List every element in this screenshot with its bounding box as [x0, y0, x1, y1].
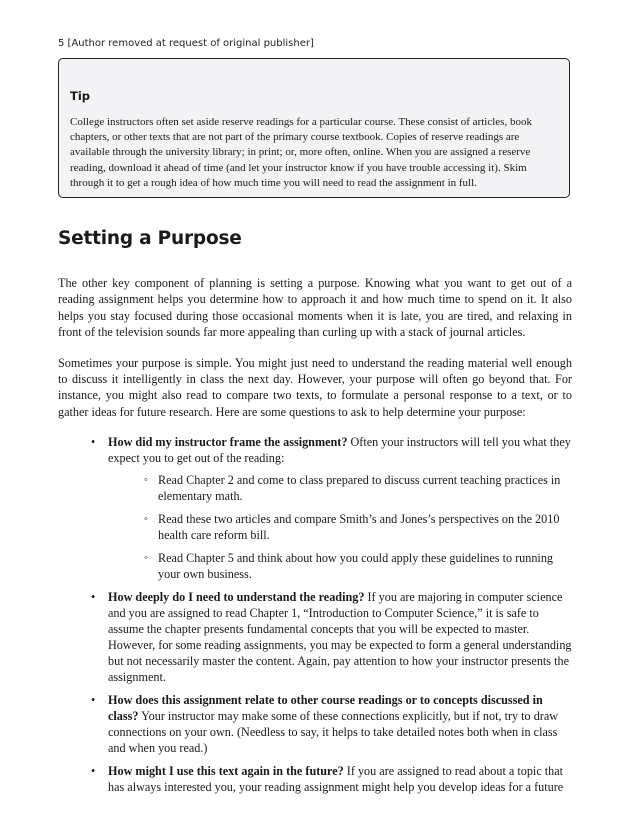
question-explanation: Often your instructors will tell you what they expect you to get out of the reading: — [108, 435, 571, 466]
list-item — [108, 589, 572, 685]
paragraph: Sometimes your purpose is simple. You might just need to understand the reading material well enough to discuss it intelligently in class the next day. However, your purpose will often go beyond that. For instance, you might also read to compare two texts, to formulate a personal response to a text, or to gather ideas for future research. Here are some questions to ask to help determine your purpose: — [58, 355, 572, 419]
tip-box — [58, 58, 570, 198]
tip-title: Tip — [70, 89, 91, 103]
paragraph: The other key component of planning is setting a purpose. Knowing what you want to get out of a reading assignment helps you determine how to approach it and how much time to spend on it. It also helps you stay focused during those occasional moments when it is late, you are tired, and relaxing in front of the television sounds far more appealing than curling up with a stack of journal articles. — [58, 276, 572, 340]
list-item — [108, 692, 572, 756]
question-explanation: If you are majoring in computer science and you are assigned to read Chapter 1, “Introduction to Computer Science,” it is safe to assume the chapter presents fundamental concepts that you will be expected to master. However, for some reading assignments, you may be expected to form a general understanding but not necessarily master the content. Again, pay attention to how your instructor presents the assignment. — [108, 590, 572, 685]
list-item — [108, 434, 572, 582]
example-item: ◦ Read Chapter 5 and think about how you could apply these guidelines to running your own business. — [158, 550, 572, 582]
example-item: ◦ Read Chapter 2 and come to class prepared to discuss current teaching practices in elementary math. — [158, 472, 572, 504]
question-explanation: If you are assigned to read about a topic that has always interested you, your reading assignment might help you develop ideas for a future — [108, 764, 564, 795]
question-text: How might I use this text again in the future? — [108, 764, 344, 779]
example-list — [108, 472, 572, 582]
question-text: How did my instructor frame the assignment? — [108, 435, 348, 450]
purpose-question-list — [58, 434, 572, 795]
running-header: 5 [Author removed at request of original publisher] — [58, 38, 314, 49]
question-text: How does this assignment relate to other course readings or to concepts discussed in class? — [108, 693, 543, 724]
tip-body: College instructors often set aside reserve readings for a particular course. These consist of articles, book chapters, or other texts that are not part of the primary course textbook. Copies of reserve readings are available through the university library; in print; or, more often, online. When you are assigned a reserve reading, download it ahead of time (and let your instructor know if you have trouble accessing it). Skim through it to get a rough idea of how much time you will need to read the assignment in full. — [70, 116, 532, 189]
section-title: Setting a Purpose — [58, 228, 242, 249]
question-text: How deeply do I need to understand the reading? — [108, 590, 365, 605]
list-item — [108, 763, 572, 795]
section-body — [58, 275, 572, 802]
example-item: ◦ Read these two articles and compare Smith’s and Jones’s perspectives on the 2010 health care reform bill. — [158, 511, 572, 543]
question-explanation: Your instructor may make some of these connections explicitly, but if not, try to draw connections on your own. (Needless to say, it helps to take detailed notes both when in class and when you read.) — [108, 709, 559, 756]
